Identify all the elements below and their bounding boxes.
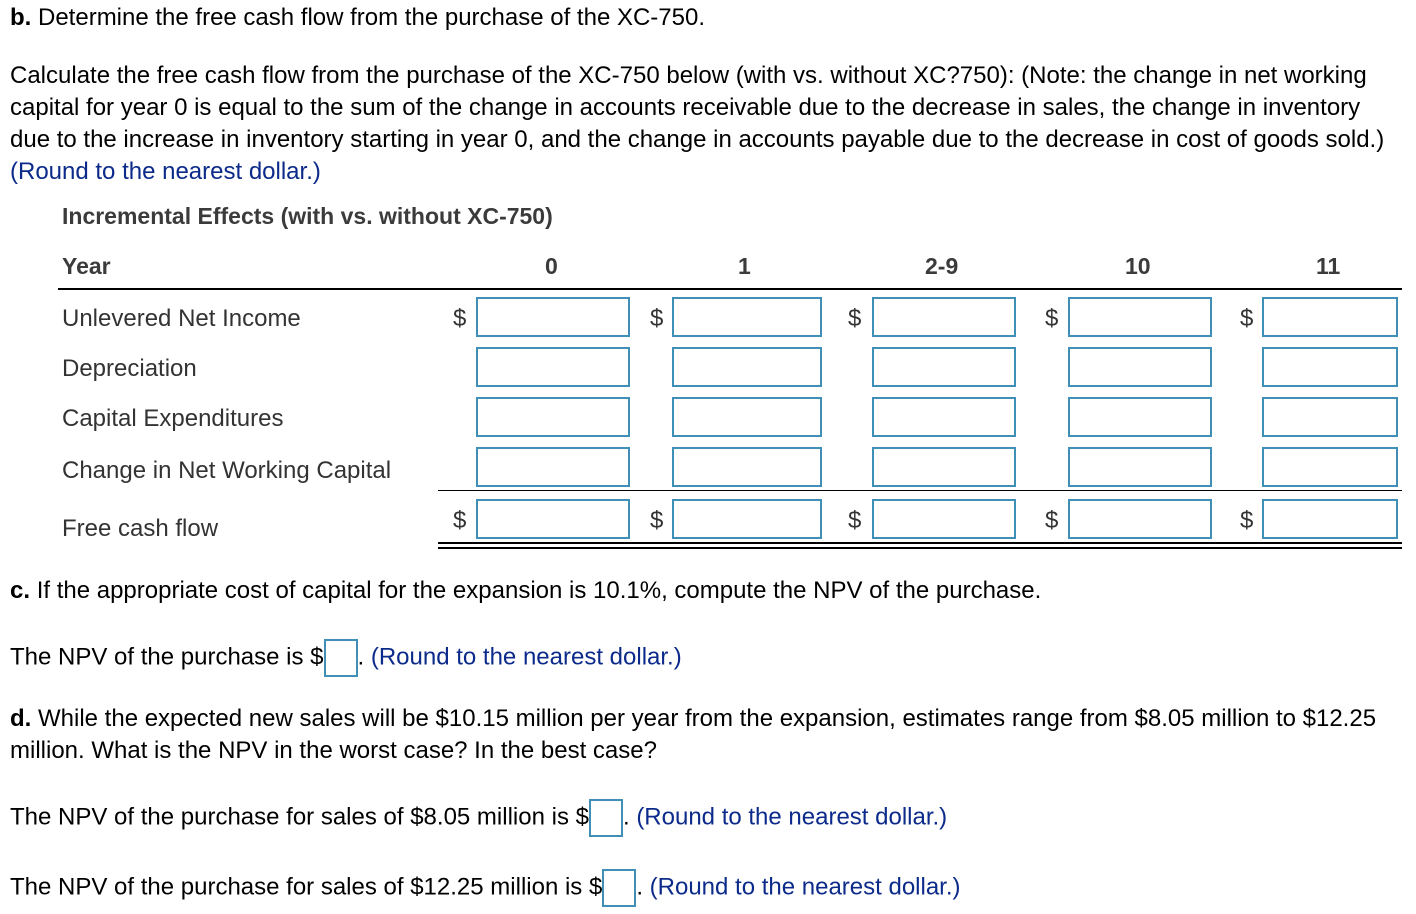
- input-fcf-y1[interactable]: [672, 499, 822, 539]
- part-b-heading: [10, 2, 705, 34]
- part-c-question: [10, 575, 1041, 607]
- input-unlevered-net-income-y0[interactable]: [476, 297, 630, 337]
- input-unlevered-net-income-y10[interactable]: [1068, 297, 1212, 337]
- column-header-2-9: 2-9: [925, 253, 959, 279]
- input-unlevered-net-income-y1[interactable]: [672, 297, 822, 337]
- total-underline-top: [438, 542, 1402, 544]
- round-hint: (Round to the nearest dollar.): [10, 158, 321, 185]
- input-depreciation-y0[interactable]: [476, 347, 630, 387]
- npv-input[interactable]: [324, 639, 358, 677]
- row-label-change-in-nwc: Change in Net Working Capital: [62, 457, 392, 484]
- input-capex-y0[interactable]: [476, 397, 630, 437]
- input-nwc-y0[interactable]: [476, 447, 630, 487]
- input-nwc-y2-9[interactable]: [872, 447, 1016, 487]
- dollar-sign: $: [453, 305, 467, 332]
- part-d-label: d.: [10, 705, 32, 732]
- part-d-question: [10, 703, 1406, 767]
- dollar-sign: $: [1045, 305, 1059, 332]
- row-label-free-cash-flow: Free cash flow: [62, 515, 219, 542]
- input-fcf-y10[interactable]: [1068, 499, 1212, 539]
- round-hint: (Round to the nearest dollar.): [636, 803, 948, 831]
- input-capex-y2-9[interactable]: [872, 397, 1016, 437]
- header-divider: [58, 288, 1402, 290]
- dollar-sign: $: [650, 305, 664, 332]
- dollar-sign: $: [848, 305, 862, 332]
- dollar-sign: $: [650, 507, 664, 534]
- input-fcf-y0[interactable]: [476, 499, 630, 539]
- input-nwc-y11[interactable]: [1262, 447, 1398, 487]
- input-depreciation-y11[interactable]: [1262, 347, 1398, 387]
- dollar-sign: $: [1240, 507, 1254, 534]
- column-header-11: 11: [1316, 253, 1341, 279]
- input-fcf-y11[interactable]: [1262, 499, 1398, 539]
- input-nwc-y10[interactable]: [1068, 447, 1212, 487]
- part-b-label: b.: [10, 4, 32, 31]
- input-unlevered-net-income-y11[interactable]: [1262, 297, 1398, 337]
- input-capex-y1[interactable]: [672, 397, 822, 437]
- instructions-text: Calculate the free cash flow from the purchase of the XC-750 below (with vs. without XC?750): (Note: the change in net working capital for year 0 is equal to the sum of the change in accounts receivable due to the decrease in sales, the change in inventory due to the increase in inventory starting in year 0, and the change in accounts payable due to the decrease in cost of goods sold.): [10, 62, 1385, 153]
- dollar-sign: $: [848, 507, 862, 534]
- dollar-sign: $: [453, 507, 467, 534]
- input-capex-y10[interactable]: [1068, 397, 1212, 437]
- part-c-label: c.: [10, 577, 31, 604]
- best-case-npv-input[interactable]: [602, 869, 636, 907]
- column-header-1: 1: [738, 253, 751, 279]
- worst-case-npv-input[interactable]: [589, 799, 623, 837]
- input-unlevered-net-income-y2-9[interactable]: [872, 297, 1016, 337]
- part-c-answer-line: The NPV of the purchase is $ . (Round to the nearest dollar.): [10, 639, 682, 677]
- input-capex-y11[interactable]: [1262, 397, 1398, 437]
- round-hint: (Round to the nearest dollar.): [370, 643, 682, 671]
- column-header-10: 10: [1125, 253, 1151, 279]
- part-d-best-line: The NPV of the purchase for sales of $12.25 million is $ . (Round to the nearest dollar.): [10, 869, 961, 907]
- part-d-worst-line: The NPV of the purchase for sales of $8.05 million is $ . (Round to the nearest dollar.): [10, 799, 947, 837]
- part-b-instructions: [10, 60, 1406, 188]
- total-underline-bottom: [438, 547, 1402, 549]
- column-header-0: 0: [545, 253, 558, 279]
- best-case-prefix: The NPV of the purchase for sales of $12.25 million is $: [10, 873, 603, 901]
- row-label-unlevered-net-income: Unlevered Net Income: [62, 305, 301, 332]
- input-nwc-y1[interactable]: [672, 447, 822, 487]
- worst-case-prefix: The NPV of the purchase for sales of $8.05 million is $: [10, 803, 589, 831]
- row-label-depreciation: Depreciation: [62, 355, 197, 382]
- dollar-sign: $: [1240, 305, 1254, 332]
- dollar-sign: $: [1045, 507, 1059, 534]
- table-title: Incremental Effects (with vs. without XC-750): [62, 203, 553, 229]
- subtotal-divider: [438, 490, 1402, 491]
- part-c-text: If the appropriate cost of capital for the expansion is 10.1%, compute the NPV of the purchase.: [36, 577, 1042, 604]
- input-depreciation-y10[interactable]: [1068, 347, 1212, 387]
- year-header: Year: [62, 253, 111, 279]
- npv-answer-prefix: The NPV of the purchase is $: [10, 643, 324, 671]
- round-hint: (Round to the nearest dollar.): [649, 873, 961, 901]
- input-depreciation-y1[interactable]: [672, 347, 822, 387]
- input-depreciation-y2-9[interactable]: [872, 347, 1016, 387]
- part-d-text: While the expected new sales will be $10.15 million per year from the expansion, estimates range from $8.05 million to $12.25 million. What is the NPV in the worst case? In the best case?: [10, 705, 1377, 764]
- part-b-title: Determine the free cash flow from the purchase of the XC-750.: [38, 4, 705, 31]
- row-label-capital-expenditures: Capital Expenditures: [62, 405, 284, 432]
- input-fcf-y2-9[interactable]: [872, 499, 1016, 539]
